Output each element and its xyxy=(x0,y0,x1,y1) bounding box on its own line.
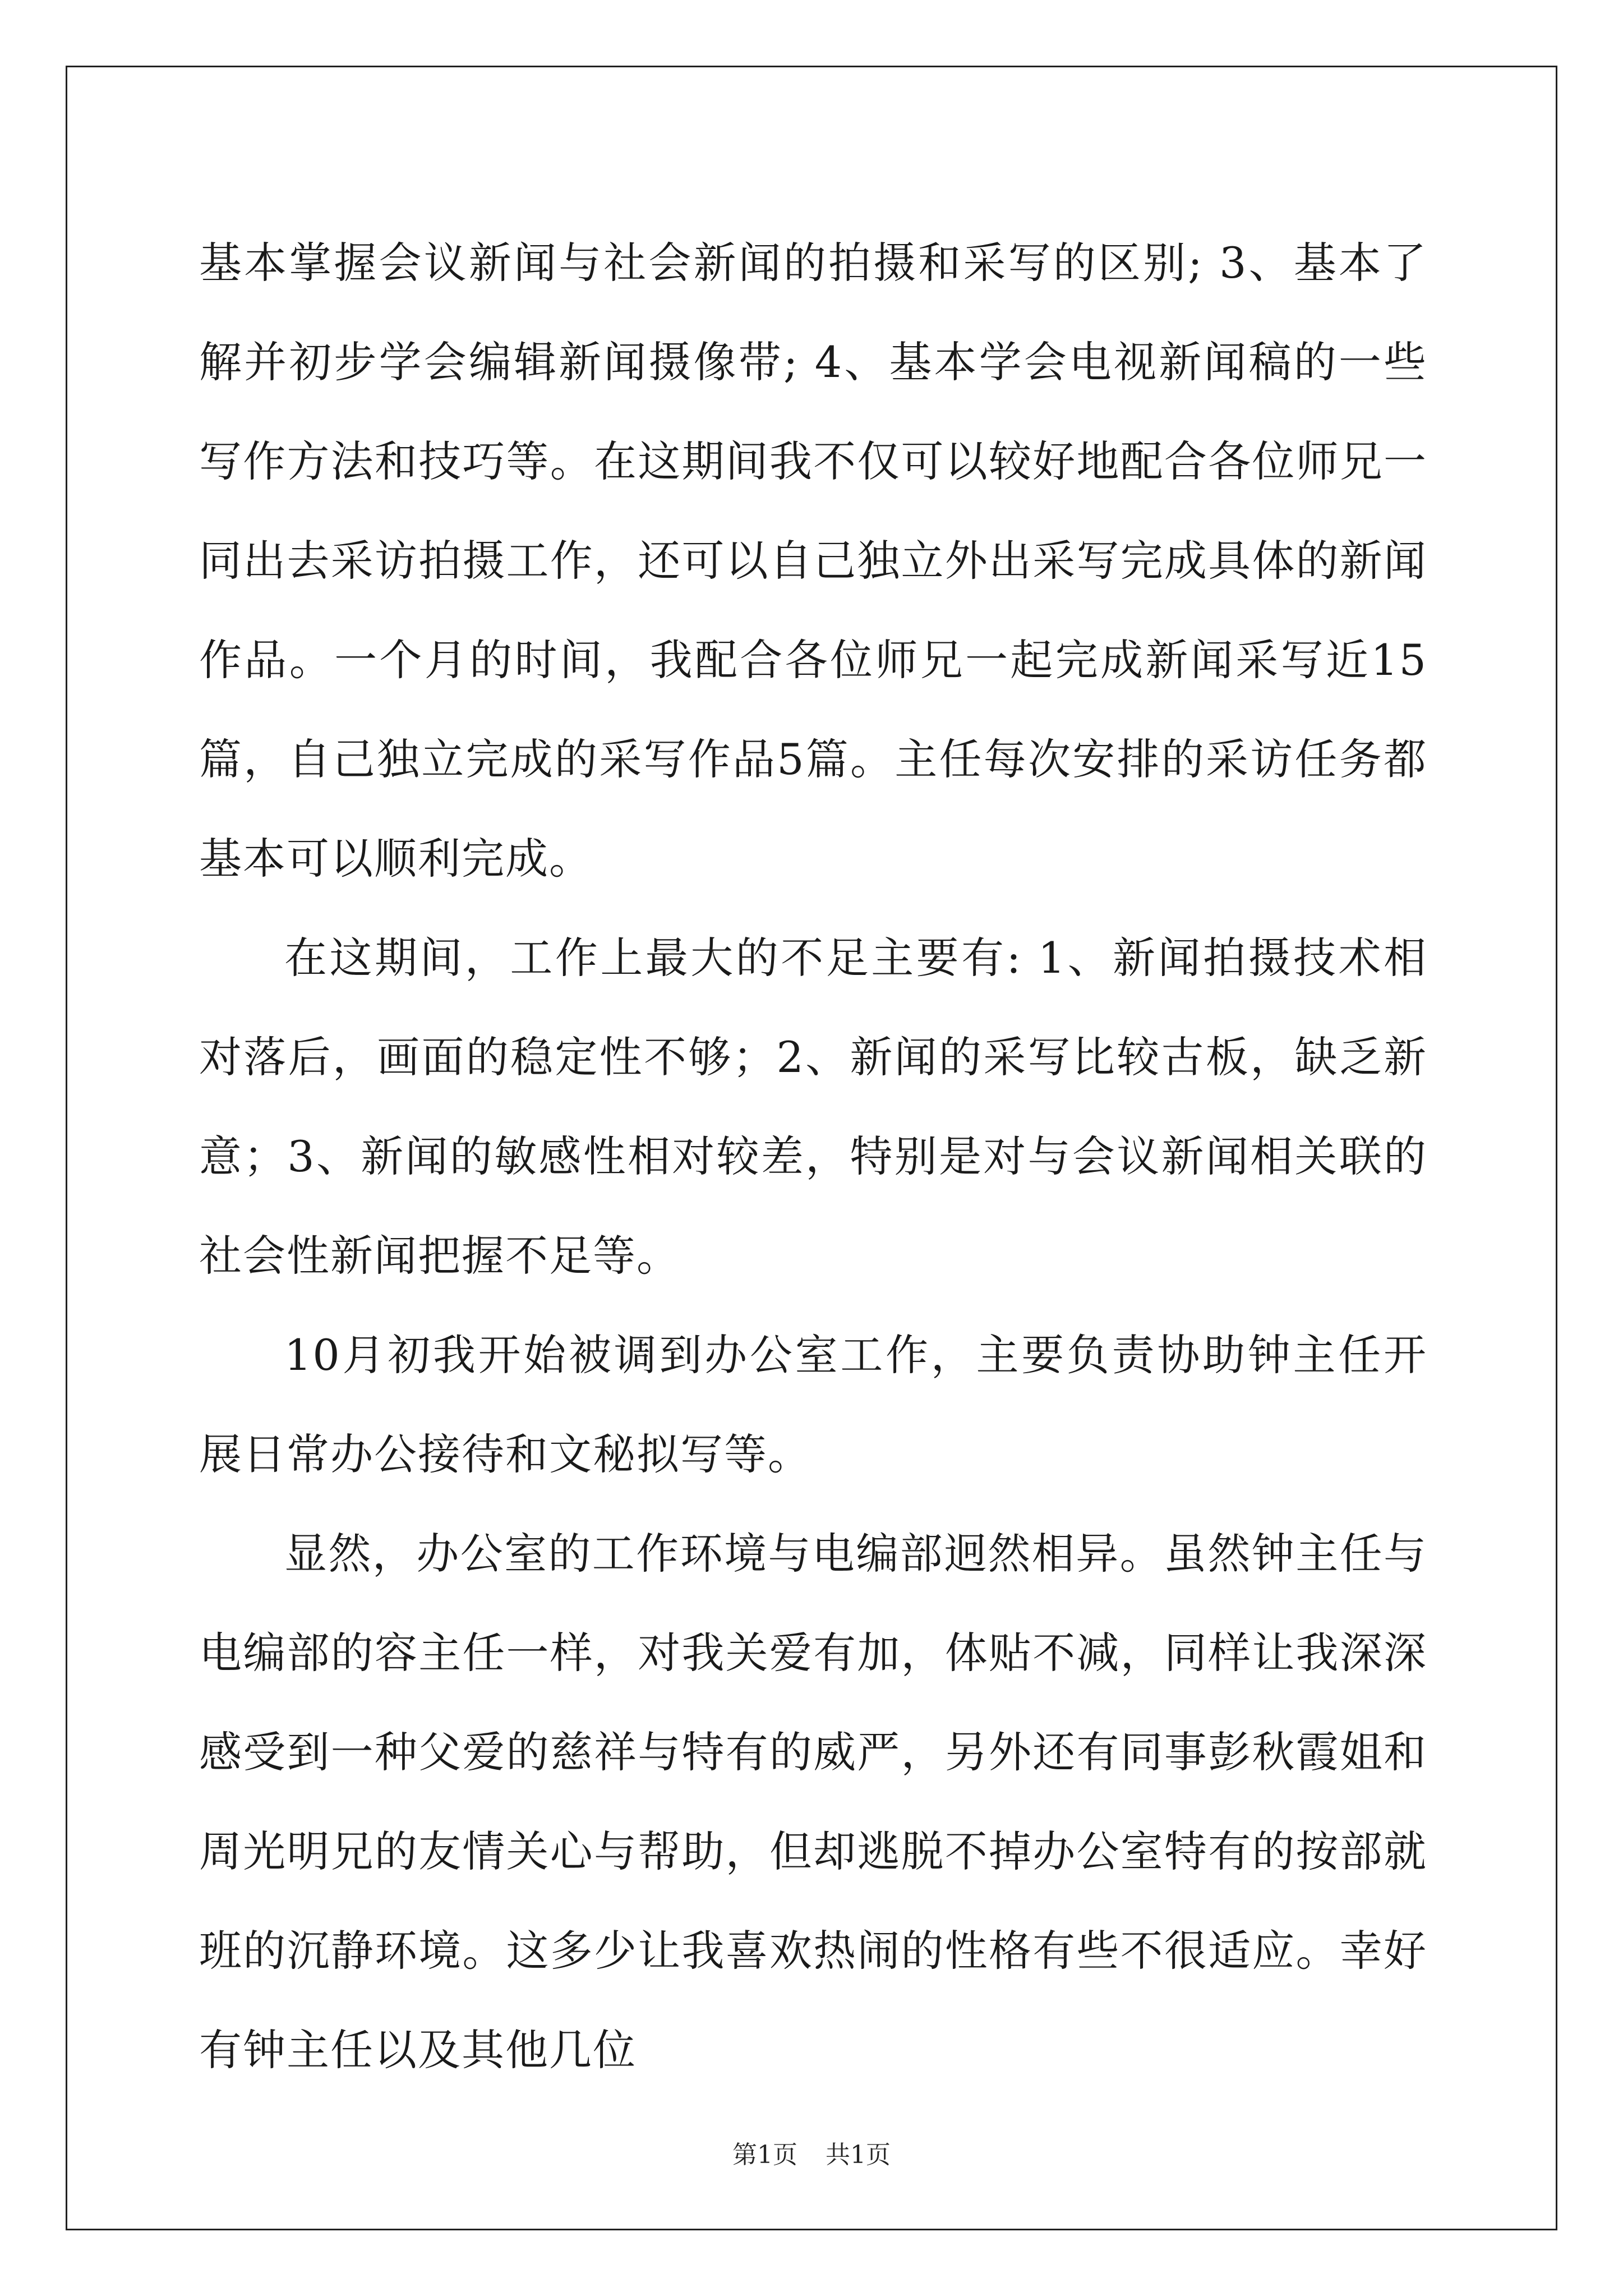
page-number: 第1页 xyxy=(732,2141,797,2169)
page-total: 共1页 xyxy=(826,2141,891,2169)
paragraph-4: 显然，办公室的工作环境与电编部迥然相异。虽然钟主任与电编部的容主任一样，对我关爱有加，体贴不减，同样让我深深感受到一种父爱的慈祥与特有的威严，另外还有同事彭秋霞姐和周光明兄的友情关心与帮助，但却逃脱不掉办公室特有的按部就班的沉静环境。这多少让我喜欢热闹的性格有些不很适应。幸好有钟主任以及其他几位 xyxy=(199,1529,1427,2075)
paragraph-3: 10月初我开始被调到办公室工作，主要负责协助钟主任开展日常办公接待和文秘拟写等。 xyxy=(199,1330,1427,1479)
paragraph-1: 基本掌握会议新闻与社会新闻的拍摄和采写的区别; 3、基本了解并初步学会编辑新闻摄像带; 4、基本学会电视新闻稿的一些写作方法和技巧等。在这期间我不仅可以较好地配合各位师兄一同出去采访拍摄工作，还可以自己独立外出采写完成具体的新闻作品。一个月的时间，我配合各位师兄一起完成新闻采写近15篇，自己独立完成的采写作品5篇。主任每次安排的采访任务都基本可以顺利完成。 xyxy=(199,238,1427,884)
paragraph-2: 在这期间，工作上最大的不足主要有: 1、新闻拍摄技术相对落后，画面的稳定性不够；2、新闻的采写比较古板，缺乏新意；3、新闻的敏感性相对较差，特别是对与会议新闻相关联的社会性新闻把握不足等。 xyxy=(199,933,1427,1281)
document-body xyxy=(199,213,1427,2100)
page-footer xyxy=(0,2138,1623,2172)
